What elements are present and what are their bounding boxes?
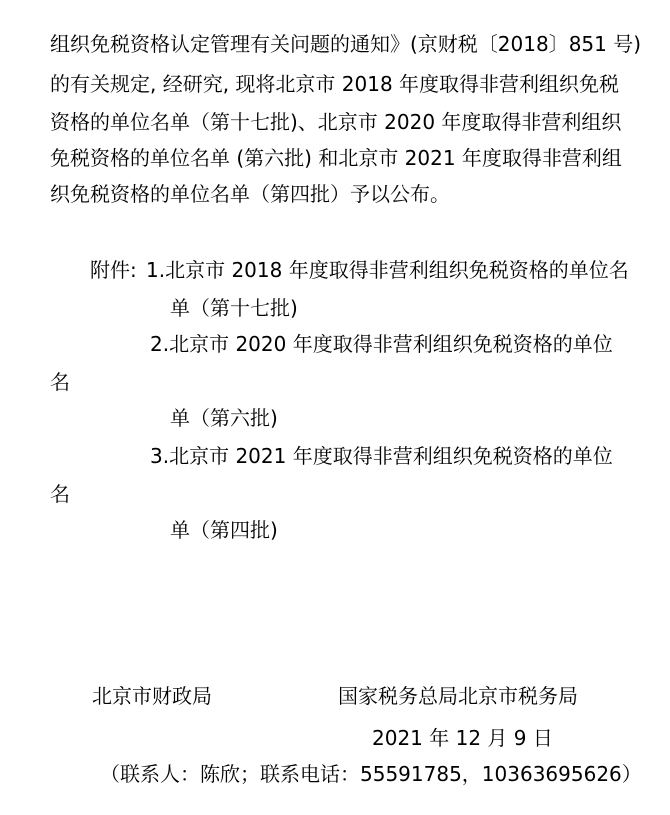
attachment-1-line-1: 1.北京市 2018 年度取得非营利组织免税资格的单位名 — [146, 258, 629, 282]
contact-info: （联系人：陈欣；联系电话：55591785，10363695626） — [100, 762, 642, 786]
attachments-label: 附件: — [90, 258, 137, 282]
attachment-1-line-2: 单（第十七批) — [170, 296, 298, 320]
issuer-right: 国家税务总局北京市税务局 — [338, 684, 578, 708]
body-line-4: 免税资格的单位名单 (第六批) 和北京市 2021 年度取得非营利组 — [50, 146, 622, 170]
attachment-3-line-3: 单（第四批) — [170, 518, 278, 542]
body-line-3: 资格的单位名单（第十七批)、北京市 2020 年度取得非营利组织 — [50, 110, 622, 134]
attachment-3-line-2: 名 — [50, 482, 70, 506]
body-line-2: 的有关规定, 经研究, 现将北京市 2018 年度取得非营利组织免税 — [50, 72, 620, 96]
attachment-2-line-3: 单（第六批) — [170, 406, 278, 430]
attachment-2-line-2: 名 — [50, 370, 70, 394]
attachment-3-line-1: 3.北京市 2021 年度取得非营利组织免税资格的单位 — [150, 444, 613, 468]
body-line-5: 织免税资格的单位名单（第四批）予以公布。 — [50, 182, 450, 206]
issue-date: 2021 年 12 月 9 日 — [372, 726, 553, 750]
issuer-left: 北京市财政局 — [92, 684, 212, 708]
attachment-2-line-1: 2.北京市 2020 年度取得非营利组织免税资格的单位 — [150, 332, 613, 356]
body-line-1: 组织免税资格认定管理有关问题的通知》(京财税〔2018〕851 号) — [50, 32, 642, 56]
